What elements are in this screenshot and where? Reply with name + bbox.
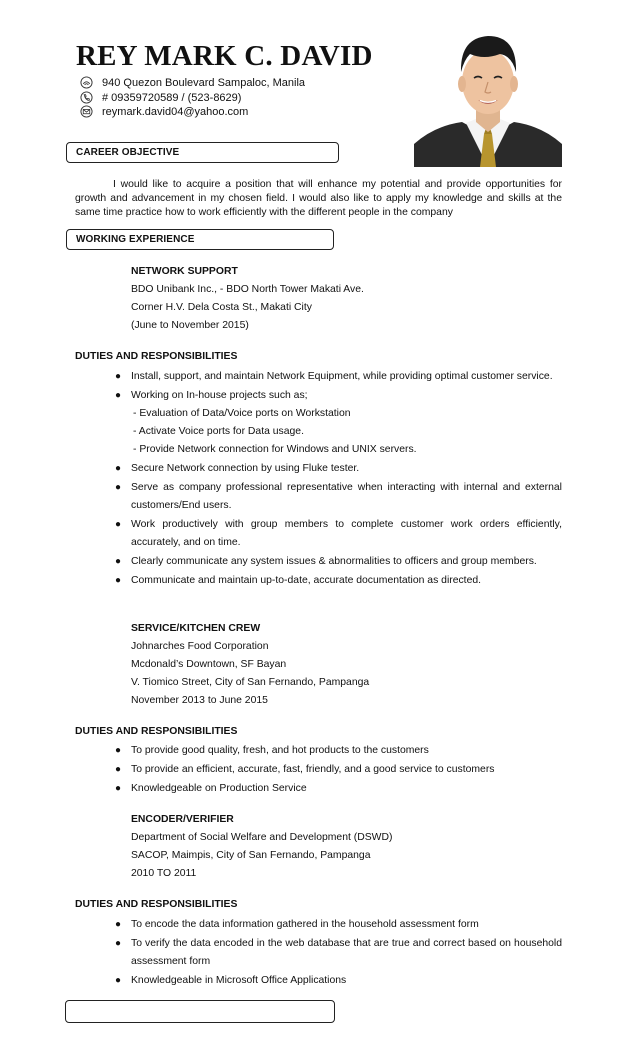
list-item: ● Install, support, and maintain Network Equipment, while providing optimal customer service. [75, 368, 562, 386]
job-detail: Corner H.V. Dela Costa St., Makati City [131, 302, 312, 313]
bullet-icon: ● [115, 975, 122, 986]
applicant-name: REY MARK C. DAVID [76, 40, 373, 72]
bullet-icon: ● [115, 938, 122, 949]
address-text: 940 Quezon Boulevard Sampaloc, Manila [102, 76, 306, 89]
list-item: ● Clearly communicate any system issues & abnormalities to officers and group members. [75, 553, 562, 571]
list-item: ● Working on In-house projects such as; [75, 387, 562, 405]
list-item: ● To provide good quality, fresh, and hot products to the customers [75, 742, 562, 760]
job-detail: (June to November 2015) [131, 320, 249, 331]
bullet-icon: ● [115, 556, 122, 567]
bullet-icon: ● [115, 463, 122, 474]
list-item: ● To provide an efficient, accurate, fast, friendly, and a good service to customers [75, 761, 562, 779]
phone-text: # 09359720589 / (523-8629) [102, 91, 242, 104]
list-item: ● Work productively with group members to complete customer work orders efficiently, accurately, and on time. [75, 516, 562, 552]
duties-heading: DUTIES AND RESPONSIBILITIES [75, 726, 238, 737]
job-detail: BDO Unibank Inc., - BDO North Tower Makati Ave. [131, 284, 364, 295]
bullet-icon: ● [115, 783, 122, 794]
job-detail: Mcdonald’s Downtown, SF Bayan [131, 659, 287, 670]
empty-section-heading [65, 1000, 335, 1023]
job-detail: 2010 TO 2011 [131, 868, 197, 879]
job-encoder-verifier [131, 811, 392, 883]
bullet-icon: ● [115, 371, 122, 382]
list-item: ● Knowledgeable in Microsoft Office Applications [75, 972, 562, 990]
list-item: ● Communicate and maintain up-to-date, accurate documentation as directed. [75, 572, 562, 590]
duties-heading: DUTIES AND RESPONSIBILITIES [75, 351, 238, 362]
job-network-support [131, 263, 364, 335]
duties-list-network-support [75, 368, 562, 591]
address-line [80, 76, 305, 89]
bullet-icon: ● [115, 745, 122, 756]
job-detail: November 2013 to June 2015 [131, 695, 268, 706]
location-icon [80, 76, 93, 89]
job-service-kitchen-crew [131, 620, 369, 710]
job-detail: Johnarches Food Corporation [131, 641, 269, 652]
job-detail: SACOP, Maimpis, City of San Fernando, Pampanga [131, 850, 371, 861]
email-text: reymark.david04@yahoo.com [102, 105, 249, 118]
bullet-icon: ● [115, 919, 122, 930]
list-item: ● Serve as company professional representative when interacting with internal and external customers/End users. [75, 479, 562, 515]
bullet-icon: ● [115, 519, 122, 530]
bullet-icon: ● [115, 575, 122, 586]
job-title: ENCODER/VERIFIER [131, 814, 234, 825]
job-detail: V. Tiomico Street, City of San Fernando, Pampanga [131, 677, 370, 688]
phone-line [80, 91, 241, 104]
list-item: ● Secure Network connection by using Fluke tester. [75, 460, 562, 478]
envelope-icon [80, 105, 93, 118]
job-title: SERVICE/KITCHEN CREW [131, 623, 261, 634]
job-detail: Department of Social Welfare and Development (DSWD) [131, 832, 393, 843]
bullet-icon: ● [115, 764, 122, 775]
list-subitem: - Evaluation of Data/Voice ports on Workstation [133, 408, 351, 419]
career-objective-heading: CAREER OBJECTIVE [66, 142, 339, 163]
phone-icon [80, 91, 93, 104]
duties-list-encoder [75, 916, 562, 991]
duties-heading: DUTIES AND RESPONSIBILITIES [75, 899, 238, 910]
duties-list-kitchen-crew [75, 742, 562, 799]
list-item: ● To encode the data information gathered in the household assessment form [75, 916, 562, 934]
list-item: ● To verify the data encoded in the web database that are true and correct based on household assessment form [75, 935, 562, 971]
email-line [80, 105, 248, 118]
profile-photo [414, 22, 562, 167]
list-item: ● Knowledgeable on Production Service [75, 780, 562, 798]
job-title: NETWORK SUPPORT [131, 266, 238, 277]
list-subitem: - Provide Network connection for Windows and UNIX servers. [133, 444, 417, 455]
bullet-icon: ● [115, 482, 122, 493]
bullet-icon: ● [115, 390, 122, 401]
objective-paragraph: I would like to acquire a position that will enhance my potential and provide opportunities for growth and advancement in my chosen field. I would also like to apply my knowledge and skills at the same time practice how to work efficiently with the different people in the company [75, 179, 562, 218]
working-experience-heading: WORKING EXPERIENCE [66, 229, 334, 250]
list-subitem: - Activate Voice ports for Data usage. [133, 426, 304, 437]
